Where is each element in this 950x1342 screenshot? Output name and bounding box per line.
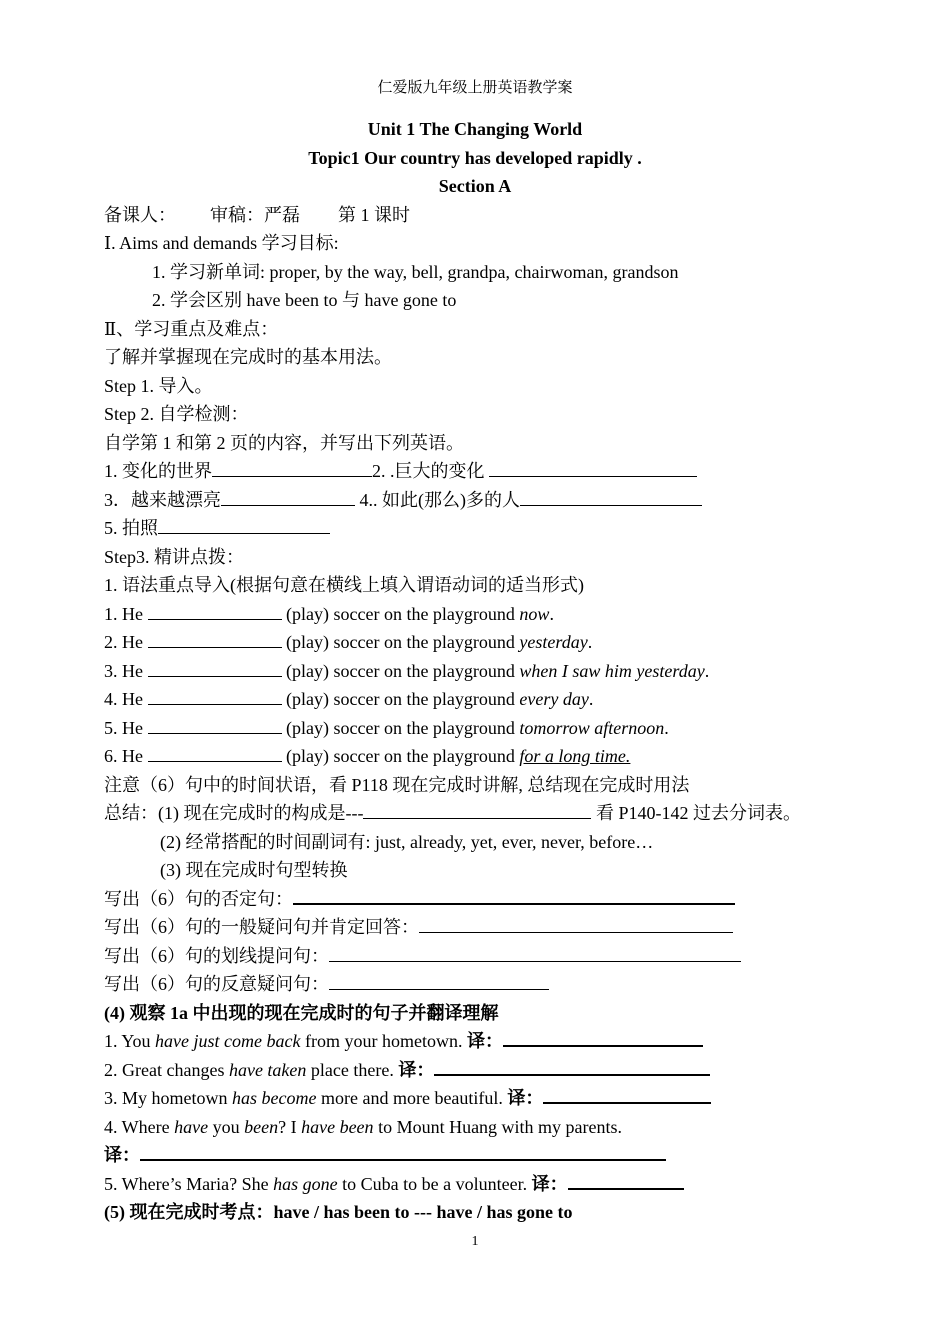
- sentence-text: (play) soccer on the playground: [281, 717, 520, 738]
- sentence-text: (play) soccer on the playground: [281, 632, 520, 652]
- transform-question: 写出（6）句的一般疑问句并肯定回答：: [104, 917, 419, 937]
- verb-phrase: have: [174, 1116, 209, 1137]
- vocab-row: [104, 514, 904, 543]
- topic-title: Topic1 Our country has developed rapidly .: [308, 147, 642, 168]
- answer-blank[interactable]: [329, 943, 741, 962]
- aims-item: 2. 学会区别 have been to 与 have gone to: [152, 290, 457, 310]
- step3-heading: Step3. 精讲点拨：: [104, 546, 245, 567]
- summary-1: [104, 799, 904, 828]
- aims-item: 1. 学习新单词: proper, by the way, bell, grandpa, chairwoman, grandson: [152, 261, 679, 282]
- sentence-text: to Cuba to be a volunteer.: [337, 1173, 532, 1194]
- sentence-text: 2. Great changes: [104, 1059, 229, 1080]
- verb-phrase: have just come back: [155, 1031, 301, 1051]
- summary-3: (3) 现在完成时句型转换: [160, 860, 348, 880]
- transform-row: [104, 885, 904, 914]
- sentence-end: .: [588, 689, 594, 709]
- vocab-row: [104, 457, 904, 486]
- sentence-text: (play) soccer on the playground: [281, 603, 520, 624]
- time-adverbial-underlined: for a long time.: [519, 746, 631, 766]
- verb-blank[interactable]: [148, 629, 282, 648]
- time-adverbial: yesterday: [519, 632, 588, 652]
- verb-phrase: have been: [301, 1116, 374, 1137]
- tense-sentence: [104, 628, 904, 657]
- translation-blank[interactable]: [503, 1027, 703, 1047]
- sentence-number: 3. He: [104, 660, 148, 681]
- translate-label: 译：: [398, 1059, 435, 1080]
- sentence-number: 6. He: [104, 746, 148, 766]
- translate-label: 译：: [507, 1088, 544, 1108]
- verb-phrase: have taken: [228, 1059, 307, 1080]
- sentence-number: 4. He: [104, 689, 148, 709]
- sentence-text: (play) soccer on the playground: [281, 746, 520, 766]
- answer-blank[interactable]: [520, 487, 702, 506]
- transform-row: [104, 942, 904, 971]
- sentence-text: (play) soccer on the playground: [281, 689, 520, 709]
- observe-sentence: [104, 1170, 904, 1199]
- preparer-label: 备课人：: [104, 204, 176, 225]
- tense-sentence: [104, 742, 904, 771]
- summary-2: (2) 经常搭配的时间副词有: just, already, yet, ever, never, before…: [160, 831, 654, 852]
- transform-row: [104, 970, 904, 999]
- translation-blank[interactable]: [543, 1084, 711, 1104]
- tense-sentence: [104, 685, 904, 714]
- answer-blank[interactable]: [419, 914, 733, 933]
- answer-blank[interactable]: [158, 515, 330, 534]
- summary-1-ref: 看 P140-142 过去分词表。: [591, 803, 801, 823]
- step1-heading: Step 1. 导入。: [104, 375, 213, 396]
- tense-sentence: [104, 657, 904, 686]
- sentence-text: 1. You: [104, 1031, 156, 1051]
- transform-tag-question: 写出（6）句的反意疑问句：: [104, 974, 329, 994]
- vocab-q4: 4.. 如此(那么)多的人: [355, 489, 520, 510]
- sentence-text: 5. Where’s Maria? She: [104, 1173, 274, 1194]
- note-text: 注意（6）句中的时间状语，看 P118 现在完成时讲解, 总结现在完成时用法: [104, 774, 690, 795]
- document-body: [104, 115, 904, 1227]
- summary-1-text: 总结：(1) 现在完成时的构成是---: [104, 803, 364, 823]
- verb-phrase: has become: [232, 1088, 317, 1108]
- sentence-number: 1. He: [104, 603, 148, 624]
- aims-heading: Ⅰ. Aims and demands 学习目标:: [104, 233, 339, 253]
- section-title: Section A: [438, 176, 512, 196]
- transform-wh-question: 写出（6）句的划线提问句：: [104, 945, 329, 966]
- reviewer-label: 审稿：严磊: [210, 204, 300, 225]
- verb-phrase: has gone: [273, 1173, 338, 1194]
- answer-blank[interactable]: [212, 458, 372, 477]
- verb-phrase: been: [244, 1116, 279, 1137]
- vocab-q5: 5. 拍照: [104, 518, 158, 538]
- grammar-intro: 1. 语法重点导入(根据句意在横线上填入谓语动词的适当形式): [104, 575, 584, 595]
- lesson-label: 第 1 课时: [338, 204, 410, 225]
- sentence-text: place there.: [306, 1059, 399, 1080]
- sentence-text: 3. My hometown: [104, 1088, 232, 1108]
- translate-label: 译：: [531, 1173, 568, 1194]
- answer-blank[interactable]: [221, 487, 355, 506]
- meta-line: [104, 201, 904, 230]
- step2-heading: Step 2. 自学检测：: [104, 404, 249, 424]
- time-adverbial: tomorrow afternoon: [519, 717, 665, 738]
- point5-heading: (5) 现在完成时考点：have / has been to --- have / has gone to: [104, 1202, 573, 1222]
- step2-instruction: 自学第 1 和第 2 页的内容，并写出下列英语。: [104, 432, 464, 453]
- observe-heading: (4) 观察 1a 中出现的现在完成时的句子并翻译理解: [104, 1002, 499, 1023]
- sentence-number: 5. He: [104, 717, 148, 738]
- sentence-end: .: [704, 660, 710, 681]
- time-adverbial: every day: [519, 689, 589, 709]
- vocab-q1: 1. 变化的世界: [104, 461, 212, 481]
- translation-blank[interactable]: [568, 1170, 684, 1190]
- sentence-text: 4. Where: [104, 1116, 175, 1137]
- vocab-q2: 2. .巨大的变化: [372, 461, 489, 481]
- verb-blank[interactable]: [148, 658, 282, 677]
- verb-blank[interactable]: [148, 601, 282, 620]
- tense-sentence: [104, 600, 904, 629]
- page-number: 1: [471, 1234, 479, 1249]
- translation-blank[interactable]: [140, 1141, 666, 1161]
- translation-row: [104, 1141, 904, 1170]
- keypoints-text: 了解并掌握现在完成时的基本用法。: [104, 347, 392, 367]
- answer-blank[interactable]: [489, 458, 697, 477]
- sentence-text: ? I: [278, 1116, 302, 1137]
- observe-sentence: [104, 1084, 904, 1113]
- transform-negative: 写出（6）句的否定句：: [104, 888, 293, 909]
- sentence-end: .: [664, 717, 669, 738]
- answer-blank[interactable]: [293, 885, 735, 905]
- verb-blank[interactable]: [148, 686, 282, 705]
- tense-sentence: [104, 714, 904, 743]
- keypoints-heading: Ⅱ、学习重点及难点：: [104, 318, 279, 339]
- sentence-end: .: [587, 632, 593, 652]
- sentence-text: you: [208, 1116, 245, 1137]
- observe-sentence: [104, 1027, 904, 1056]
- sentence-text: from your hometown.: [300, 1031, 467, 1051]
- verb-blank[interactable]: [148, 743, 282, 762]
- vocab-row: [104, 486, 904, 515]
- transform-row: [104, 913, 904, 942]
- answer-blank[interactable]: [329, 971, 549, 990]
- observe-sentence: [104, 1056, 904, 1085]
- sentence-text: (play) soccer on the playground: [281, 660, 520, 681]
- page-header: 仁爱版九年级上册英语教学案: [377, 80, 573, 96]
- verb-blank[interactable]: [148, 715, 282, 734]
- unit-title: Unit 1 The Changing World: [367, 119, 583, 139]
- answer-blank[interactable]: [363, 800, 591, 819]
- translate-label: 译：: [104, 1145, 140, 1165]
- time-adverbial: now: [519, 603, 550, 624]
- sentence-text: more and more beautiful.: [316, 1088, 508, 1108]
- translate-label: 译：: [466, 1031, 503, 1051]
- translation-blank[interactable]: [434, 1056, 710, 1076]
- sentence-number: 2. He: [104, 632, 148, 652]
- vocab-q3: 3．越来越漂亮: [104, 489, 221, 510]
- sentence-text: to Mount Huang with my parents.: [373, 1116, 623, 1137]
- sentence-end: .: [549, 603, 554, 624]
- observe-sentence: [104, 1113, 904, 1142]
- time-adverbial: when I saw him yesterday: [519, 660, 705, 681]
